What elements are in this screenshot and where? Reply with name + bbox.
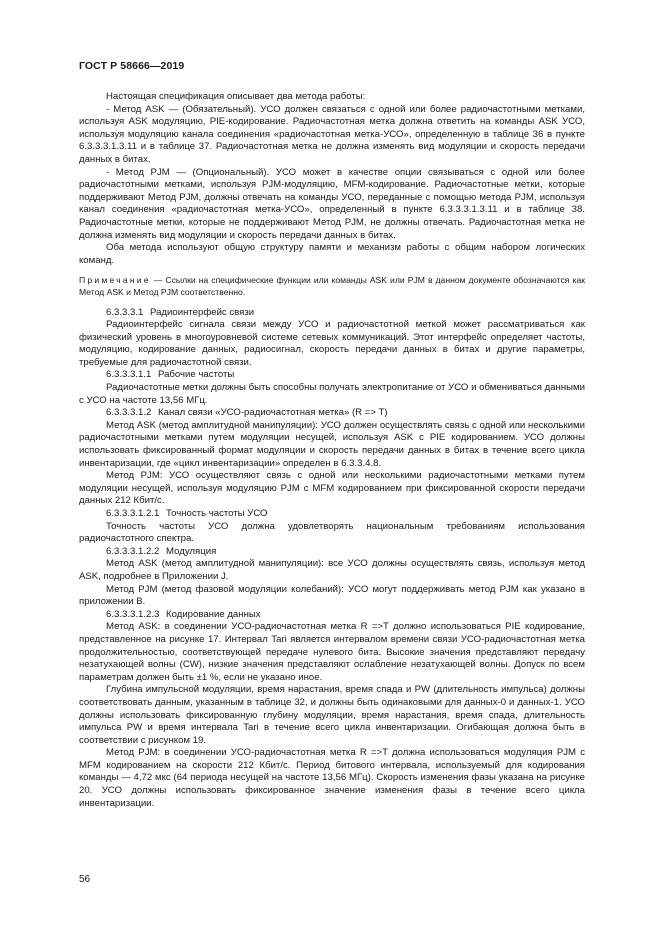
paragraph-pjm-modulation: Метод PJM (метод фазовой модуляции колебаний): УСО могут поддерживать метод PJM как указано в приложении В. bbox=[79, 583, 585, 608]
section-number: 6.3.3.3.1.2.3 bbox=[106, 608, 160, 620]
section-number: 6.3.3.3.1.2 bbox=[106, 407, 152, 419]
paragraph-operating-frequencies: Радиочастотные метки должны быть способны получать электропитание от УСО и обмениваться данными с УСО на частоте 13,56 МГц. bbox=[79, 382, 585, 406]
paragraph-common-structure: Оба метода используют общую структуру памяти и механизм работы с общим набором логических команд. bbox=[79, 242, 585, 266]
section-number: 6.3.3.3.1.2.2 bbox=[106, 545, 160, 557]
note-text: — Ссылки на специфические функции или команды ASK или PJM в данном документе обозначаются как Метод ASK и Метод PJM соответственно. bbox=[79, 275, 585, 297]
document-body bbox=[79, 91, 585, 810]
section-title: Модуляция bbox=[166, 545, 217, 557]
section-number: 6.3.3.3.1.2.1 bbox=[106, 508, 160, 519]
section-title: Кодирование данных bbox=[166, 608, 261, 620]
paragraph-method-pjm: - Метод PJM — (Опциональный). УСО может в качестве опции связываться с одной или более радиочастотными метками, используя PJM-модуляцию, MFM-кодирование. Радиочастотные метки, которые поддерживают Метод PJM, должны отвечать на команды УСО, переданные с помощью метода PJM, используя канал соединения «радиочастотная метка-УСО», определенный в пункте 6.3.3.3.1.3.11 и в таблице 38. Радиочастотные метки, которые не поддерживают Метод PJM, не должны отвечать. Радиочастотная метка не должна изменять вид модуляции и скорость передачи данных в битах. bbox=[79, 166, 585, 241]
section-heading-6-3-3-3-1-2-2 bbox=[79, 546, 585, 559]
paragraph-pjm-channel: Метод PJM: УСО осуществляют связь с одной или несколькими радиочастотными метками путем модуляции несущей, используя модуляцию PJM с MFM кодированием при фиксированной скорости передачи данных 212 Кбит/с. bbox=[79, 470, 585, 507]
section-heading-6-3-3-3-1-2-3 bbox=[79, 609, 585, 622]
section-title: Точность частоты УСО bbox=[166, 508, 268, 519]
section-title: Канал связи «УСО-радиочастотная метка» (R => T) bbox=[158, 407, 388, 419]
section-number: 6.3.3.3.1.1 bbox=[106, 369, 152, 381]
paragraph-radio-interface: Радиоинтерфейс сигнала связи между УСО и радиочастотной меткой может рассматриваться как физический уровень в многоуровневой системе сетевых коммуникаций. Этот интерфейс определяет частоты, модуляцию, кодирование данных, радиосигнал, скорость передачи данных в битах и другие параметры, требуемые для радиочастотной связи. bbox=[79, 319, 585, 368]
paragraph-pjm-encoding: Метод PJM: в соединении УСО-радиочастотная метка R =>T должна использоваться модуляция PJM с MFM кодированием на скорости 212 Кбит/с. Период битового интервала, используемый для кодирования команды — 4,72 мкс (64 периода несущей на частоте 13,56 МГц). Скорость изменения фазы указана на рисунке 20. УСО должны использовать фиксированное значение изменения фазы в течение всего цикла инвентаризации. bbox=[79, 747, 585, 809]
section-heading-6-3-3-3-1-2-1 bbox=[79, 508, 585, 521]
section-heading-6-3-3-3-1 bbox=[79, 307, 585, 320]
page-number: 56 bbox=[79, 874, 91, 885]
paragraph-ask-channel: Метод ASK (метод амплитудной манипуляции): УСО должен осуществлять связь с одной или несколькими радиочастотными метками путем модуляции несущей, используя ASK с PIE кодированием. УСО должны использовать фиксированный формат модуляции и скорость передачи данных в битах в течение всего цикла инвентаризации, где «цикл инвентаризации» определен в 6.3.3.4.8. bbox=[79, 419, 585, 469]
paragraph-ask-modulation: Метод ASK (метод амплитудной манипуляции): все УСО должны осуществлять связь, используя метод ASK, подробнее в Приложении J. bbox=[79, 558, 585, 582]
note-label: Примечание bbox=[79, 275, 151, 286]
section-title: Радиоинтерфейс связи bbox=[150, 306, 255, 318]
section-heading-6-3-3-3-1-1 bbox=[79, 369, 585, 382]
section-title: Рабочие частоты bbox=[158, 369, 235, 381]
section-heading-6-3-3-3-1-2 bbox=[79, 407, 585, 420]
paragraph-intro: Настоящая спецификация описывает два метода работы: bbox=[106, 91, 366, 102]
note bbox=[79, 275, 585, 298]
paragraph-modulation-depth: Глубина импульсной модуляции, время нарастания, время спада и PW (длительность импульса) должны соответствовать данным, указанным в таблице 32, и должны быть одинаковыми для данных-0 и данных-1. УСО должны использовать фиксированную глубину модуляции, время нарастания, время спада, длительность импульса PW и время интервала Tari в течение всего цикла инвентаризации. Огибающая должна быть в соответствии с рисунком 19. bbox=[79, 684, 585, 746]
section-number: 6.3.3.3.1 bbox=[106, 306, 144, 318]
paragraph-method-ask: - Метод ASK — (Обязательный). УСО должен связаться с одной или более радиочастотными метками, используя ASK модуляцию, PIE-кодирование. Радиочастотная метка должна ответить на команды ASK УСО, используя модуляцию канала соединения «радиочастотная метка-УСО», определенную в таблице 36 в пункте 6.3.3.3.1.3.11 и в таблице 37. Радиочастотная метка не должна изменять вид модуляции и скорость передачи данных в битах. bbox=[79, 103, 585, 165]
page-header: ГОСТ Р 58666—2019 bbox=[79, 60, 185, 72]
paragraph-frequency-accuracy: Точность частоты УСО должна удовлетворять национальным требованиям использования радиочастотного спектра. bbox=[79, 520, 585, 545]
paragraph-ask-encoding: Метод ASK: в соединении УСО-радиочастотная метка R =>T должно использоваться PIE кодирование, представленное на рисунке 17. Интервал Tari является интервалом времени связи УСО-радиочастотная метка продолжительностью, соответствующей передаче нулевого бита. Высокие значения представляют передачу незатухающей волны (CW), низкие значения представляют ослабление незатухающей волны. Допуск по всем параметрам должен быть ±1 %, если не указано иное. bbox=[79, 621, 585, 683]
